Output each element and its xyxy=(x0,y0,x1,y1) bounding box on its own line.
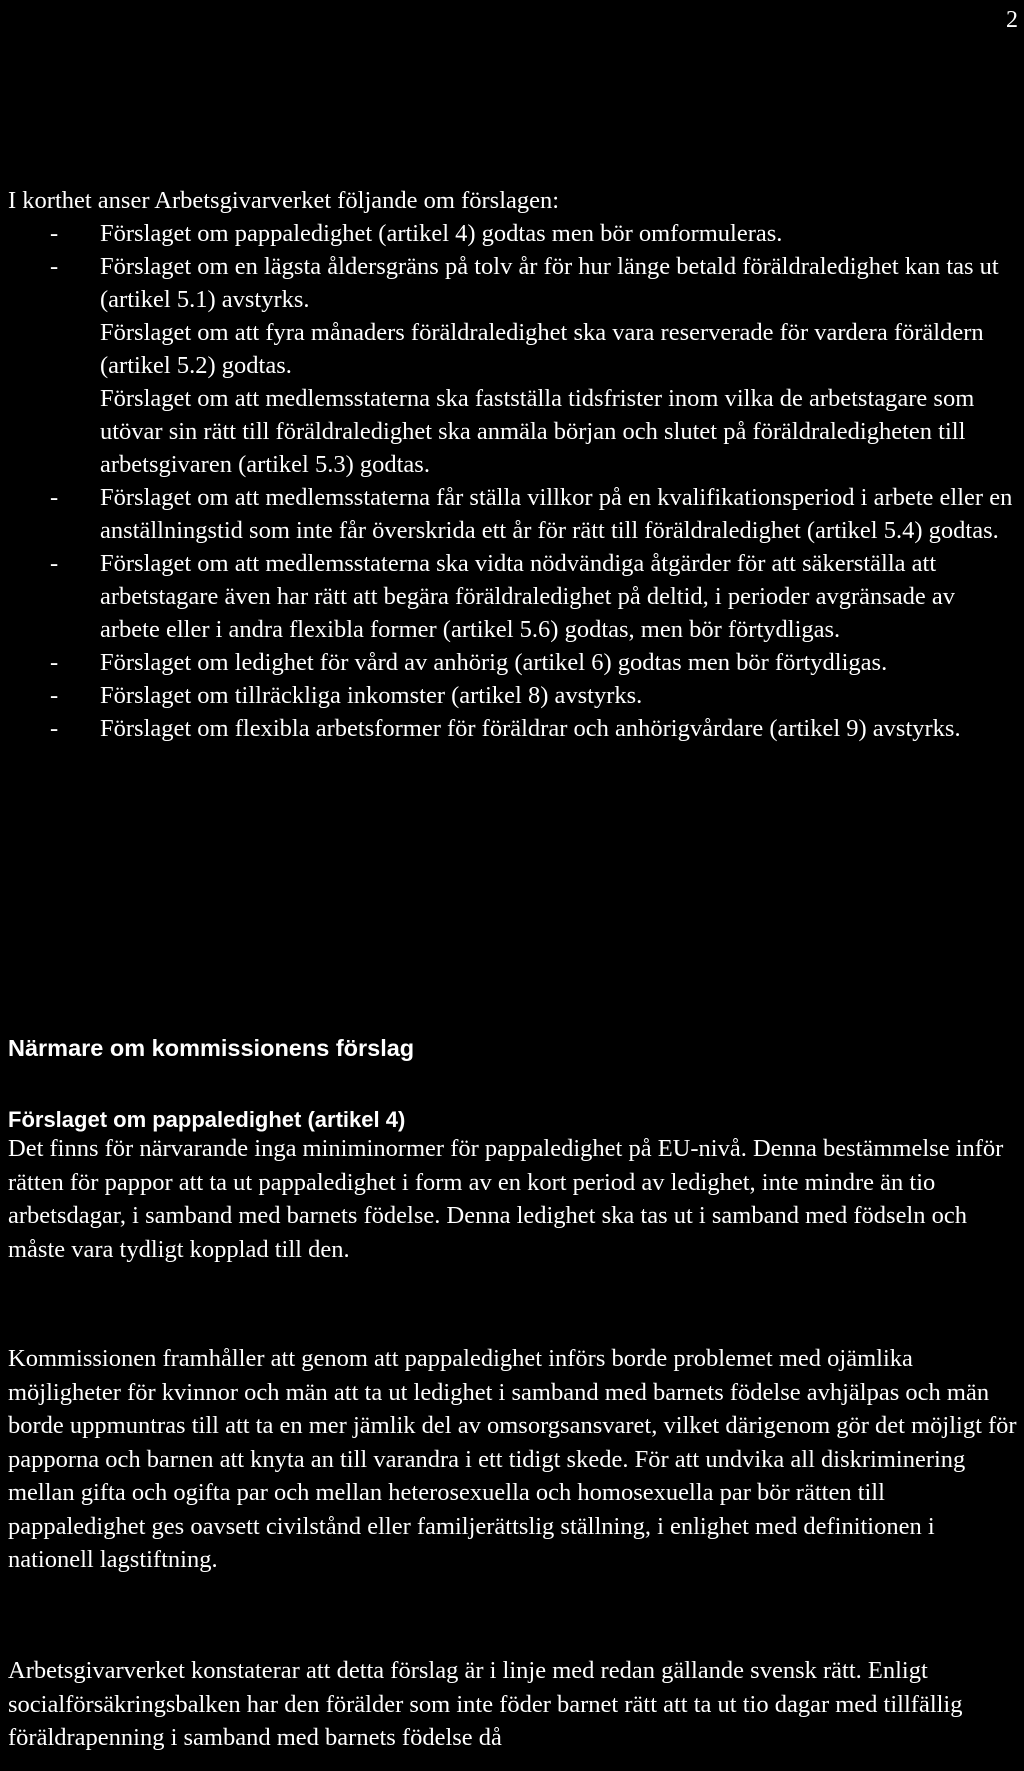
body-paragraph: Det finns för närvarande inga miniminormer för pappaledighet på EU-nivå. Denna bestämmelse inför rätten för pappor att ta ut pappaledighet i form av en kort period av ledighet, inte mindre än tio arbetsdagar, i samband med barnets födelse. Denna ledighet ska tas ut i samband med födseln och måste vara tydligt kopplad till den. xyxy=(8,1135,1004,1263)
list-item-text: Förslaget om att fyra månaders föräldraledighet ska vara reserverade för vardera föräldern (artikel 5.2) godtas. xyxy=(100,319,984,379)
list-item xyxy=(8,481,1020,547)
list-item xyxy=(8,316,1020,382)
list-dash: - xyxy=(50,550,59,577)
list-item xyxy=(8,382,1020,481)
list-item-text: Förslaget om att medlemsstaterna får ställa villkor på en kvalifikationsperiod i arbete eller en anställningstid som inte får överskrida ett år för rätt till föräldraledighet (artikel 5.4) godtas. xyxy=(100,484,1013,544)
list-item-text: Förslaget om pappaledighet (artikel 4) godtas men bör omformuleras. xyxy=(100,220,783,247)
list-dash: - xyxy=(50,484,59,511)
list-item-text: Förslaget om en lägsta åldersgräns på tolv år för hur länge betald föräldraledighet kan tas ut (artikel 5.1) avstyrks. xyxy=(100,253,999,313)
list-item-text: Förslaget om ledighet för vård av anhörig (artikel 6) godtas men bör förtydligas. xyxy=(100,649,888,676)
list-dash: - xyxy=(50,715,59,742)
summary-section xyxy=(8,184,1020,745)
body-paragraph: Kommissionen framhåller att genom att pappaledighet införs borde problemet med ojämlika möjligheter för kvinnor och män att ta ut ledighet i samband med barnets födelse avhjälpas och män borde uppmuntras till att ta en mer jämlik del av omsorgsansvaret, vilket därigenom gör det möjligt för papporna och barnen att knyta an till varandra i ett tidigt skede. För att undvika all diskriminering mellan gifta och ogifta par och mellan heterosexuella och homosexuella par bör rätten till pappaledighet ges oavsett civilstånd eller familjerättslig ställning, i enlighet med definitionen i nationell lagstiftning. xyxy=(8,1345,1017,1573)
list-item-text: Förslaget om att medlemsstaterna ska fastställa tidsfrister inom vilka de arbetstagare som utövar sin rätt till föräldraledighet ska anmäla början och slutet på föräldraledigheten till arbetsgivaren (artikel 5.3) godtas. xyxy=(100,385,975,478)
list-item xyxy=(8,250,1020,316)
list-item xyxy=(8,217,1020,250)
list-item-text: Förslaget om tillräckliga inkomster (artikel 8) avstyrks. xyxy=(100,682,643,709)
list-dash: - xyxy=(50,649,59,676)
list-item-text: Förslaget om flexibla arbetsformer för föräldrar och anhörigvårdare (artikel 9) avstyrks. xyxy=(100,715,961,742)
page-number: 2 xyxy=(1006,7,1018,33)
body-paragraph: Arbetsgivarverket konstaterar att detta förslag är i linje med redan gällande svensk rätt. Enligt socialförsäkringsbalken har den förälder som inte föder barnet rätt att ta ut tio dagar med tillfällig föräldrapenning i samband med barnets födelse då xyxy=(8,1657,963,1751)
list-item xyxy=(8,646,1020,679)
list-dash: - xyxy=(50,253,59,280)
list-item xyxy=(8,679,1020,712)
list-item xyxy=(8,547,1020,646)
section-heading: Närmare om kommissionens förslag xyxy=(8,1035,415,1061)
sub-heading: Förslaget om pappaledighet (artikel 4) xyxy=(8,1107,406,1132)
list-item-text: Förslaget om att medlemsstaterna ska vidta nödvändiga åtgärder för att säkerställa att arbetstagare även har rätt att begära föräldraledighet på deltid, i perioder avgränsade av arbete eller i andra flexibla former (artikel 5.6) godtas, men bör förtydligas. xyxy=(100,550,956,643)
list-item xyxy=(8,712,1020,745)
intro-text: I korthet anser Arbetsgivarverket följande om förslagen: xyxy=(8,187,560,214)
list-dash: - xyxy=(50,682,59,709)
proposal-list xyxy=(8,217,1020,745)
list-dash: - xyxy=(50,220,59,247)
